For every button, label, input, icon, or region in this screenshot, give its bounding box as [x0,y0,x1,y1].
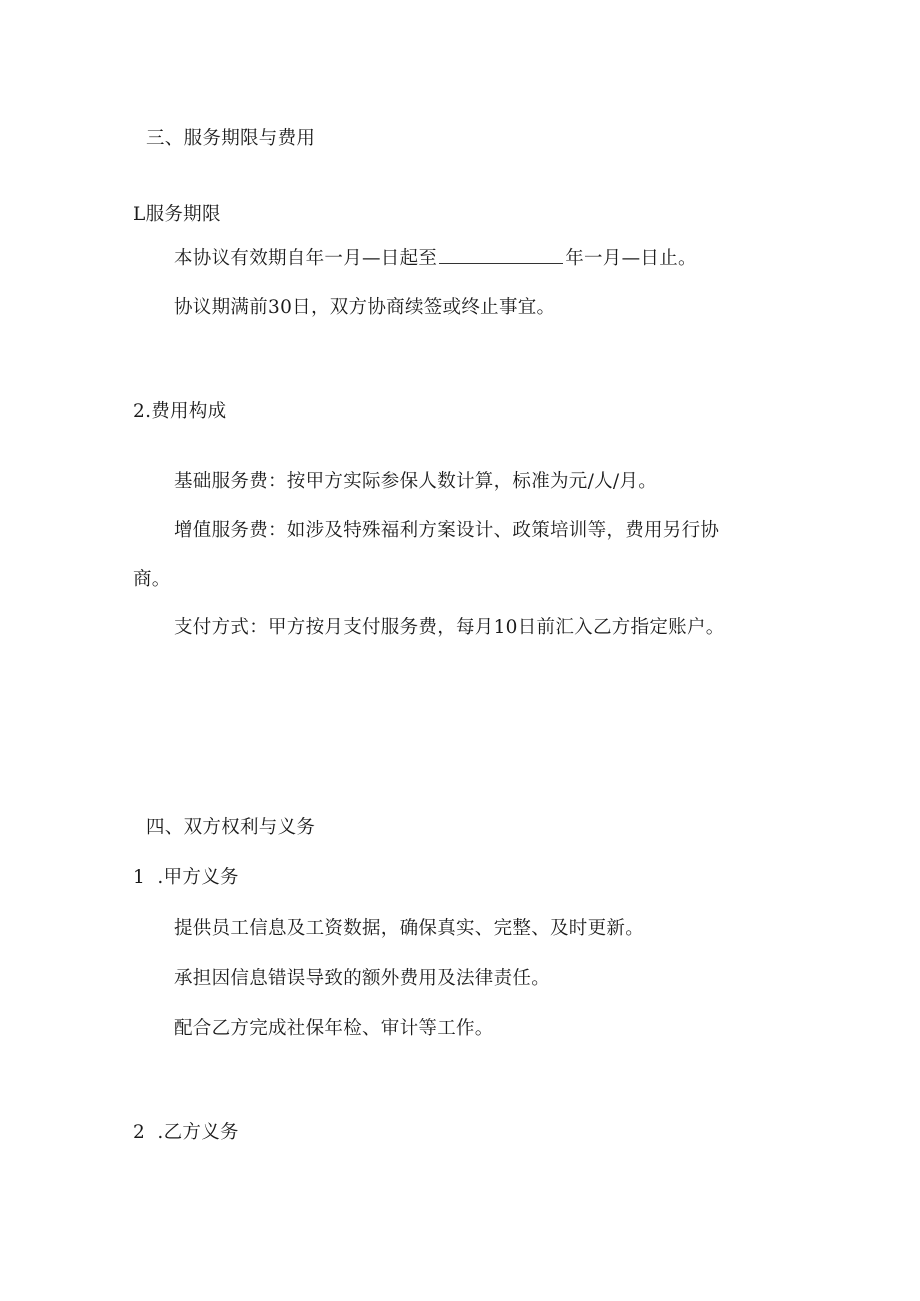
section-3-heading: 三、服务期限与费用 [146,128,316,149]
term-text-before: 本协议有效期自年一月—日起至 [174,248,438,269]
section-4-heading: 四、双方权利与义务 [146,817,316,838]
party-a-duty-1: 提供员工信息及工资数据，确保真实、完整、及时更新。 [174,918,645,939]
party-a-duty-3: 配合乙方完成社保年检、审计等工作。 [174,1018,494,1039]
section-3-2-heading: 2.费用构成 [133,401,227,422]
section-3-1-heading: L服务期限 [133,204,221,225]
section-4-1-heading: 1 .甲方义务 [133,867,239,888]
term-text-after: 年一月—日止。 [565,248,697,269]
party-a-duty-2: 承担因信息错误导致的额外费用及法律责任。 [174,968,551,989]
date-blank-line [439,245,563,264]
value-added-fee-line-1: 增值服务费：如涉及特殊福利方案设计、政策培训等，费用另行协 [174,520,720,541]
base-fee-paragraph: 基础服务费：按甲方实际参保人数计算，标准为元/人/月。 [174,471,658,492]
value-added-fee-line-2: 商。 [133,569,171,590]
section-4-2-heading: 2 .乙方义务 [133,1122,239,1143]
payment-method-paragraph: 支付方式：甲方按月支付服务费，每月10日前汇入乙方指定账户。 [174,617,725,638]
term-paragraph [174,245,697,272]
renewal-paragraph: 协议期满前30日，双方协商续签或终止事宜。 [174,297,556,318]
